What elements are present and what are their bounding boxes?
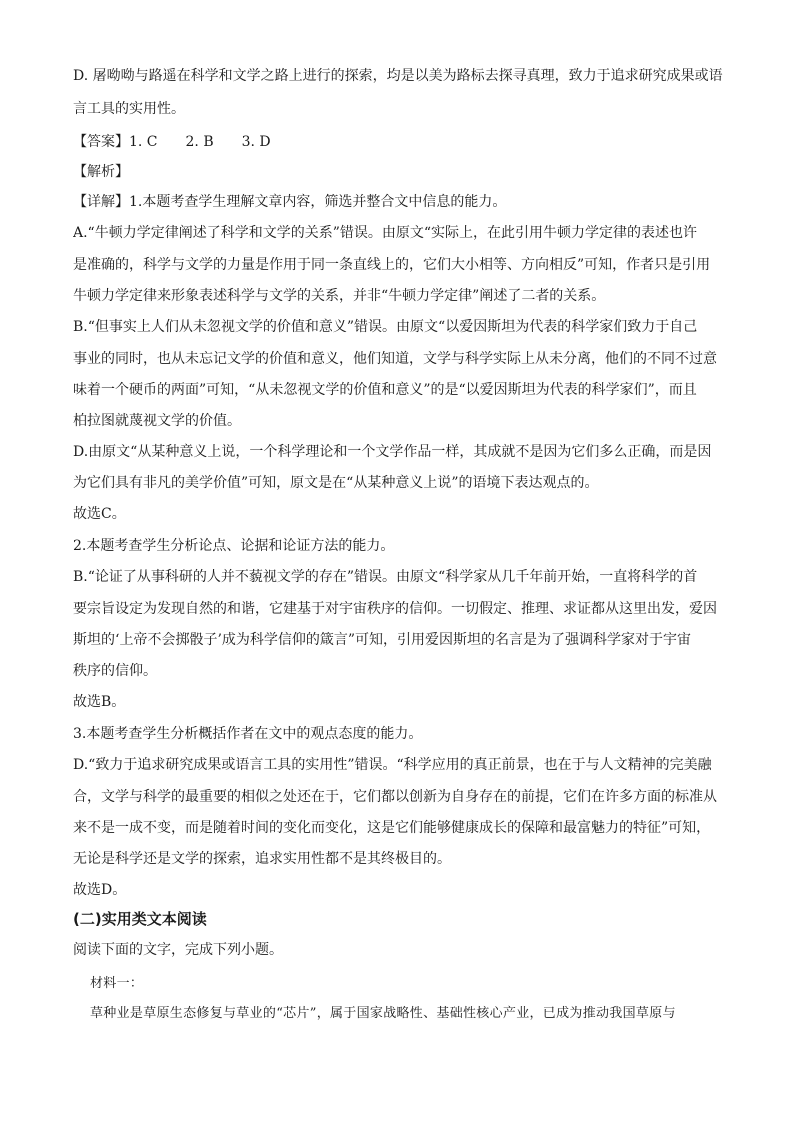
reading-instruction: 阅读下面的文字，完成下列小题。 [73, 942, 283, 958]
detail-q2-intro: 2.本题考查学生分析论点、论据和论证方法的能力。 [73, 538, 395, 554]
q1-a-line-3: 牛顿力学定律来形象表述科学与文学的关系，并非“牛顿力学定律”阐述了二者的关系。 [73, 288, 606, 304]
q2-b-line-3: 斯坦的‘上帝不会掷骰子’成为科学信仰的箴言”可知，引用爱因斯坦的名言是为了强调科学家对于宇宙 [73, 632, 692, 648]
q1-b-line-1: B.“但事实上人们从未忽视文学的价值和意义”错误。由原文“以爱因斯坦为代表的科学家们致力于自己 [73, 319, 698, 335]
q2-b-line-2: 要宗旨设定为发现自然的和谐，它建基于对宇宙秩序的信仰。一切假定、推理、求证都从这里出发，爱因 [73, 601, 717, 617]
q3-d-line-3: 来不是一成不变，而是随着时间的变化而变化，这是它们能够健康成长的保障和最富魅力的特征”可知， [73, 820, 711, 836]
q1-b-line-2: 事业的同时，也从未忘记文学的价值和意义，他们知道，文学与科学实际上从未分离，他们的不同不过意 [73, 351, 717, 367]
q1-d-line-2: 为它们具有非凡的美学价值”可知，原文是在“从某种意义上说”的语境下表达观点的。 [73, 475, 599, 491]
q1-a-line-1: A.“牛顿力学定律阐述了科学和文学的关系”错误。由原文“实际上，在此引用牛顿力学定律的表述也许 [73, 225, 698, 241]
q1-d-line-1: D.由原文“从某种意义上说，一个科学理论和一个文学作品一样，其成就不是因为它们多么正确，而是因 [73, 444, 712, 460]
q1-a-line-2: 是准确的，科学与文学的力量是作用于同一条直线上的，它们大小相等、方向相反”可知，作者只是引用 [73, 257, 711, 273]
material-one-label: 材料一： [90, 976, 144, 991]
q3-choice: 故选D。 [73, 882, 127, 898]
analysis-label: 【解析】 [73, 164, 129, 180]
q2-b-line-1: B.“论证了从事科研的人并不藐视文学的存在”错误。由原文“科学家从几千年前开始，一直将科学的首 [73, 569, 698, 585]
material-one-text: 草种业是草原生态修复与草业的“芯片”，属于国家战略性、基础性核心产业，已成为推动我国草原与 [90, 1006, 676, 1021]
q3-d-line-1: D.“致力于追求研究成果或语言工具的实用性”错误。“科学应用的真正前景，也在于与人文精神的完美融 [73, 757, 712, 773]
q2-b-line-4: 秩序的信仰。 [73, 663, 157, 679]
answer-line: 【答案】1. C 2. B 3. D [73, 134, 271, 150]
q3-d-line-4: 无论是科学还是文学的探索，追求实用性都不是其终极目的。 [73, 851, 451, 867]
q3-d-line-2: 合，文学与科学的最重要的相似之处还在于，它们都以创新为自身存在的前提，它们在许多方面的标准从 [73, 789, 717, 805]
detail-q3-intro: 3.本题考查学生分析概括作者在文中的观点态度的能力。 [73, 726, 423, 742]
q1-choice: 故选C。 [73, 506, 126, 522]
option-d-line-2: 言工具的实用性。 [73, 101, 185, 117]
q1-b-line-4: 柏拉图就蔑视文学的价值。 [73, 413, 241, 429]
section-heading: (二)实用类文本阅读 [73, 910, 207, 928]
detail-q1-intro: 【详解】1.本题考查学生理解文章内容，筛选并整合文中信息的能力。 [73, 194, 507, 210]
q2-choice: 故选B。 [73, 694, 126, 710]
option-d-line-1: D. 屠呦呦与路遥在科学和文学之路上进行的探索，均是以美为路标去探寻真理，致力于追求研究成果或语 [73, 68, 723, 84]
q1-b-line-3: 味着一个硬币的两面”可知，“从未忽视文学的价值和意义”的是“以爱因斯坦为代表的科学家们”，而且 [73, 382, 697, 398]
